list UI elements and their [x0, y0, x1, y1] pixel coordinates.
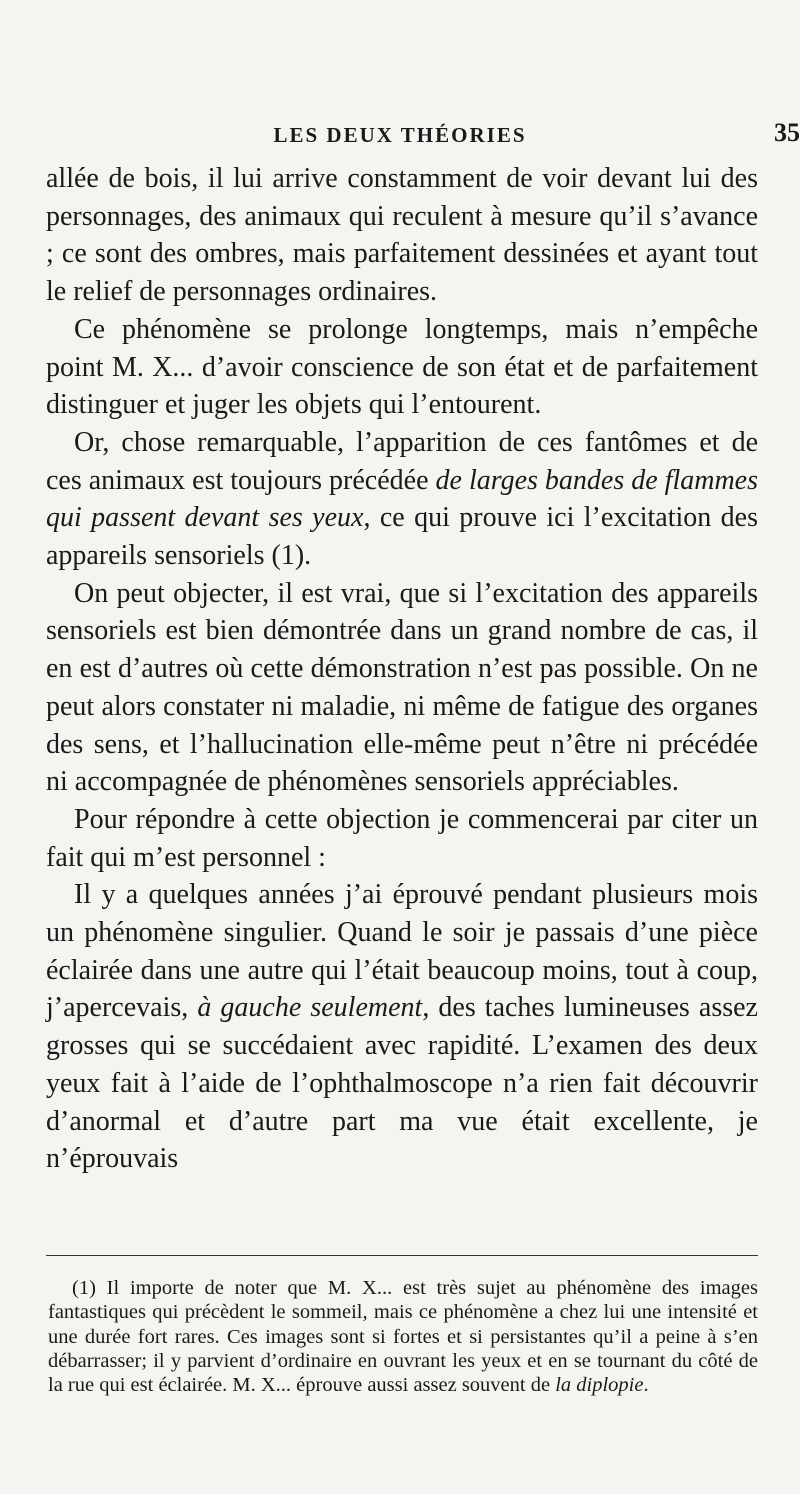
paragraph-3-italic: de larges bandes de flammes qui passent devant ses yeux [46, 464, 759, 534]
footnote-italic: la diplopie [555, 1374, 644, 1397]
footnote [48, 1276, 758, 1397]
paragraph-3 [46, 424, 758, 575]
footnote-paragraph [48, 1276, 758, 1397]
paragraph-1: allée de bois, il lui arrive constamment de voir devant lui des personnages, des animaux qui reculent à mesure qu’il s’avance ; ce sont des ombres, mais parfaitement dessinées et ayant tout le relief de personnages ordinaires. [46, 163, 758, 308]
paragraph-6-italic: à gauche seulement [197, 992, 423, 1024]
paragraph-5: Pour répondre à cette objection je commencerai par citer un fait qui m’est personnel : [46, 803, 758, 873]
paragraph-3-text-end: , ce qui prouve ici l’excitation des appareils sensoriels (1). [46, 502, 758, 572]
main-text [46, 160, 758, 1178]
footnote-text-end: . [643, 1374, 649, 1397]
footnote-text-start: (1) Il importe de noter que M. X... est très sujet au phénomène des images fantastiques qui précèdent le sommeil, mais ce phénomène a chez lui une intensité et une durée fort rares. Ces images sont si fortes et si persistantes qu’il a peine à s’en débarrasser; il y parvient d’ordinaire en ouvrant les yeux et en se tournant du côté de la rue qui est éclairée. M. X... éprouve aussi assez souvent de [48, 1277, 758, 1397]
paragraph-6-text-end: , des taches lumineuses assez grosses qui se succédaient avec rapidité. L’examen des deux yeux fait à l’aide de l’ophthalmoscope n’a rien fait découvrir d’anormal et d’autre part ma vue était excellente, je n’éprouvais [46, 992, 758, 1175]
running-title: LES DEUX THÉORIES [273, 123, 527, 147]
paragraph-3-text-start: Or, chose remarquable, l’apparition de ces fantômes et de ces animaux est toujours précédée [46, 426, 758, 496]
paragraph-2: Ce phénomène se prolonge longtemps, mais n’empêche point M. X... d’avoir conscience de son état et de parfaitement distinguer et juger les objets qui l’entourent. [46, 313, 758, 421]
paragraph-6 [46, 876, 758, 1178]
paragraph-4: On peut objecter, il est vrai, que si l’excitation des appareils sensoriels est bien démontrée dans un grand nombre de cas, il en est d’autres où cette démonstration n’est pas possible. On ne peut alors constater ni maladie, ni même de fatigue des organes des sens, et l’hallucination elle-même peut n’être ni précédée ni accompagnée de phénomènes sensoriels appréciables. [46, 577, 758, 798]
page-number: 35 [774, 118, 800, 147]
paragraph-6-text-start: Il y a quelques années j’ai éprouvé pendant plusieurs mois un phénomène singulier. Quand le soir je passais d’une pièce éclairée dans une autre qui l’était beaucoup moins, tout à coup, j’apercevais, [46, 879, 758, 1024]
footnote-rule [46, 1255, 758, 1256]
